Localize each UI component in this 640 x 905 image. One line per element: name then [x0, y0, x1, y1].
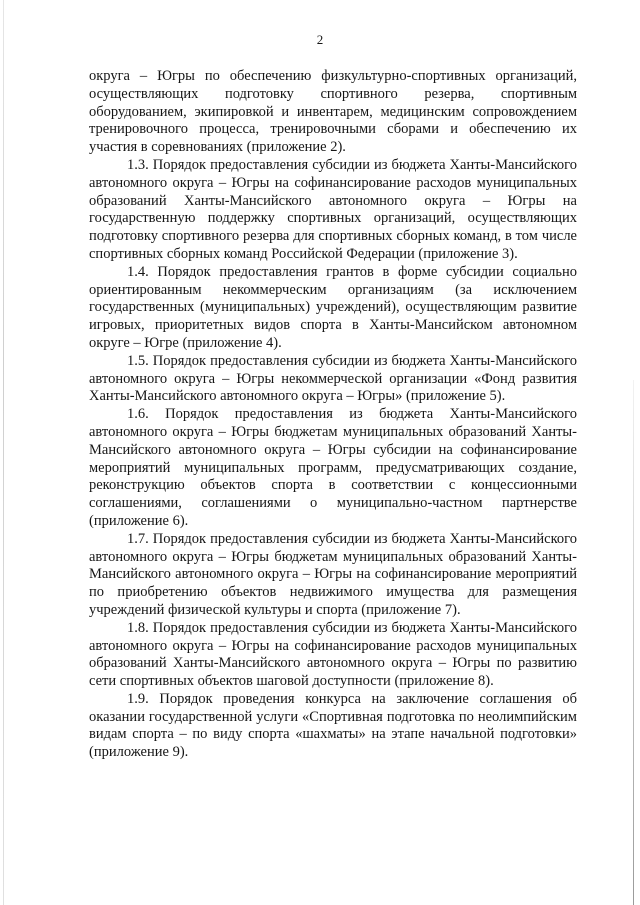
paragraph-1-4: 1.4. Порядок предоставления грантов в форме субсидии социально ориентированным некоммерческим организациям (за исключением государственных (муниципальных) учреждений), осуществляющим развитие игровых, приоритетных видов спорта в Ханты-Мансийском автономном округе – Югре (приложение 4). — [89, 263, 577, 351]
paragraph-1-7: 1.7. Порядок предоставления субсидии из бюджета Ханты-Мансийского автономного округа – Югры бюджетам муниципальных образований Ханты-Мансийского автономного округа – Югры на софинансирование мероприятий по приобретению объектов недвижимого имущества для размещения учреждений физической культуры и спорта (приложение 7). — [89, 530, 577, 618]
paragraph-1-5: 1.5. Порядок предоставления субсидии из бюджета Ханты-Мансийского автономного округа – Югры некоммерческой организации «Фонд развития Ханты-Мансийского автономного округа – Югры» (приложение 5). — [89, 352, 577, 405]
scan-edge-left — [3, 0, 4, 905]
paragraph-1-8: 1.8. Порядок предоставления субсидии из бюджета Ханты-Мансийского автономного округа – Югры на софинансирование расходов муниципальных образований Ханты-Мансийского автономного округа – Югры по развитию сети спортивных объектов шаговой доступности (приложение 8). — [89, 619, 577, 690]
paragraph-1-2-continuation: округа – Югры по обеспечению физкультурно-спортивных организаций, осуществляющих подготовку спортивного резерва, спортивным оборудованием, экипировкой и инвентарем, медицинским сопровождением тренировочного процесса, тренировочными сборами и обеспечению их участия в соревнованиях (приложение 2). — [89, 68, 577, 156]
document-body — [89, 68, 577, 762]
page-number: 2 — [316, 32, 324, 47]
paragraph-1-3: 1.3. Порядок предоставления субсидии из бюджета Ханты-Мансийского автономного округа – Югры на софинансирование расходов муниципальных образований Ханты-Мансийского автономного округа – Югры на государственную поддержку спортивных организаций, осуществляющих подготовку спортивного резерва для спортивных сборных команд, в том числе спортивных сборных команд Российской Федерации (приложение 3). — [89, 156, 577, 262]
paragraph-1-6: 1.6. Порядок предоставления из бюджета Ханты-Мансийского автономного округа – Югры бюджетам муниципальных образований Ханты-Мансийского автономного округа – Югры субсидии на софинансирование мероприятий муниципальных программ, предусматривающих создание, реконструкцию объектов спорта в соответствии с концессионными соглашениями, соглашениями о муниципально-частном партнерстве (приложение 6). — [89, 406, 577, 529]
scan-edge-right — [633, 380, 634, 905]
paragraph-1-9: 1.9. Порядок проведения конкурса на заключение соглашения об оказании государственной услуги «Спортивная подготовка по неолимпийским видам спорта – по виду спорта «шахматы» на этапе начальной подготовки» (приложение 9). — [89, 690, 577, 761]
